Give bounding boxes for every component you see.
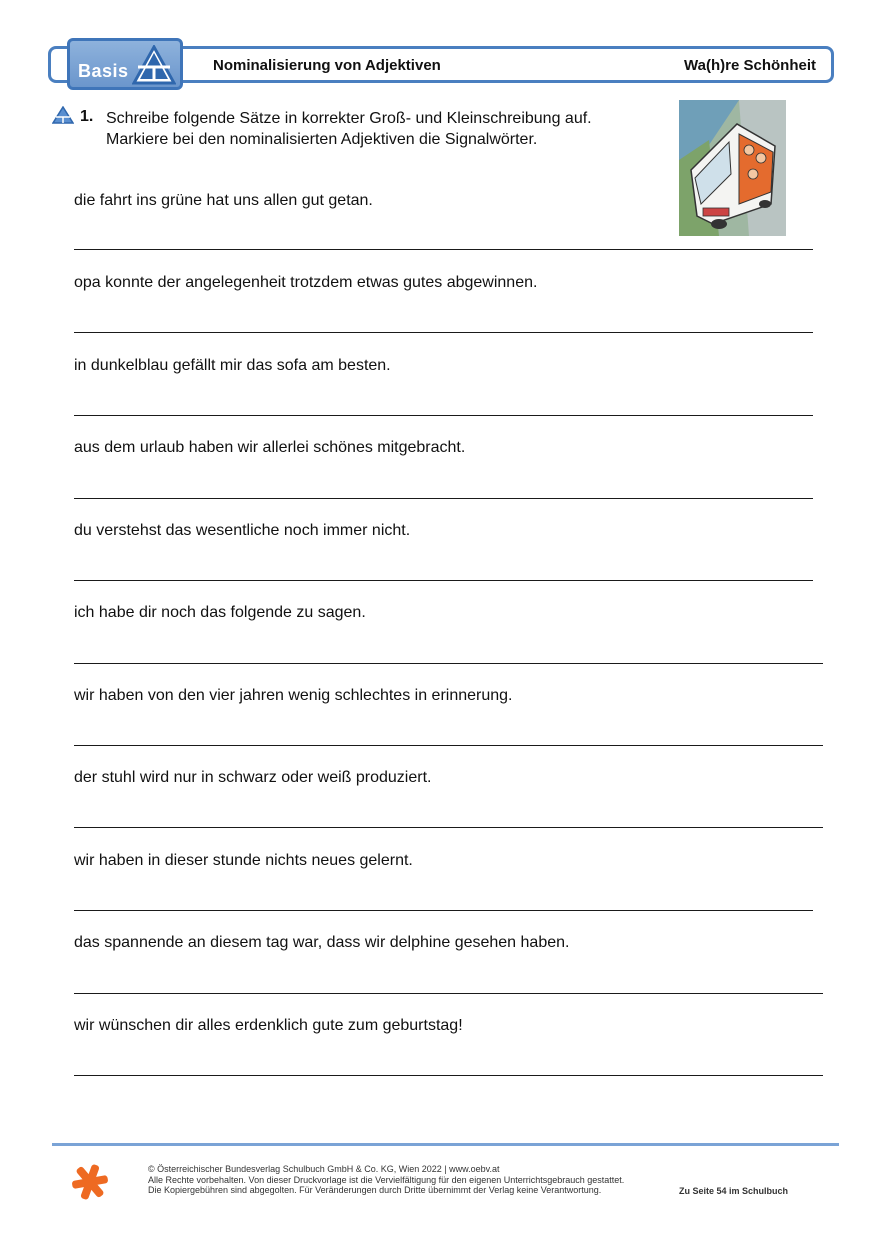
exercise-sentence: aus dem urlaub haben wir allerlei schönes mitgebracht. — [74, 439, 466, 456]
answer-line[interactable] — [74, 827, 823, 828]
page-title: Nominalisierung von Adjektiven — [213, 57, 441, 74]
exercise-sentence: wir wünschen dir alles erdenklich gute zum geburtstag! — [74, 1017, 463, 1034]
answer-line[interactable] — [74, 745, 823, 746]
task-instruction — [106, 108, 666, 150]
copyright-line: Die Kopiergebühren sind abgegolten. Für Veränderungen durch Dritte übernimmt der Verlag keine Verantwortung. — [148, 1185, 602, 1195]
exercise-item — [74, 521, 834, 541]
exercise-item — [74, 603, 834, 623]
exercise-item — [74, 356, 834, 376]
exercise-item — [74, 191, 834, 211]
answer-line[interactable] — [74, 332, 813, 333]
basis-level-icon — [52, 106, 74, 124]
footer-divider — [52, 1143, 839, 1146]
answer-line[interactable] — [74, 663, 823, 664]
exercise-sentence: ich habe dir noch das folgende zu sagen. — [74, 604, 366, 621]
exercise-sentence: wir haben von den vier jahren wenig schlechtes in erinnerung. — [74, 687, 513, 704]
exercise-item — [74, 768, 834, 788]
exercise-item — [74, 273, 834, 293]
answer-line[interactable] — [74, 498, 813, 499]
exercise-item — [74, 438, 834, 458]
answer-line[interactable] — [74, 415, 813, 416]
answer-line[interactable] — [74, 993, 823, 994]
copyright-notice — [148, 1164, 624, 1196]
answer-line[interactable] — [74, 1075, 823, 1076]
task-number: 1. — [80, 108, 94, 125]
exercise-item — [74, 686, 834, 706]
basis-label: Basis — [78, 61, 129, 81]
task-instruction-line: Markiere bei den nominalisierten Adjektiven die Signalwörter. — [106, 131, 538, 148]
oebv-star-logo — [70, 1162, 110, 1202]
basis-badge — [67, 38, 183, 90]
schoolbook-reference: Zu Seite 54 im Schulbuch — [679, 1186, 789, 1196]
bus-illustration — [679, 100, 786, 236]
exercise-sentence: du verstehst das wesentliche noch immer nicht. — [74, 522, 411, 539]
answer-line[interactable] — [74, 910, 813, 911]
exercise-item — [74, 851, 834, 871]
unit-title: Wa(h)re Schönheit — [684, 57, 816, 74]
copyright-line: Alle Rechte vorbehalten. Von dieser Druckvorlage ist die Vervielfältigung für den eigenen Unterrichtsgebrauch gestattet. — [148, 1174, 625, 1185]
exercise-sentence: die fahrt ins grüne hat uns allen gut getan. — [74, 192, 373, 209]
exercise-item — [74, 1016, 834, 1036]
exercise-sentence: der stuhl wird nur in schwarz oder weiß produziert. — [74, 769, 432, 786]
answer-line[interactable] — [74, 580, 813, 581]
task-instruction-line: Schreibe folgende Sätze in korrekter Groß- und Kleinschreibung auf. — [106, 110, 592, 127]
triangle-level-icon — [132, 45, 176, 85]
exercise-item — [74, 933, 834, 953]
copyright-line: © Österreichischer Bundesverlag Schulbuch GmbH & Co. KG, Wien 2022 | www.oebv.at — [148, 1164, 500, 1174]
exercise-sentence: wir haben in dieser stunde nichts neues gelernt. — [74, 852, 413, 869]
answer-line[interactable] — [74, 249, 813, 250]
exercise-sentence: in dunkelblau gefällt mir das sofa am besten. — [74, 357, 391, 374]
exercise-sentence: das spannende an diesem tag war, dass wir delphine gesehen haben. — [74, 934, 570, 951]
exercise-sentence: opa konnte der angelegenheit trotzdem etwas gutes abgewinnen. — [74, 274, 538, 291]
